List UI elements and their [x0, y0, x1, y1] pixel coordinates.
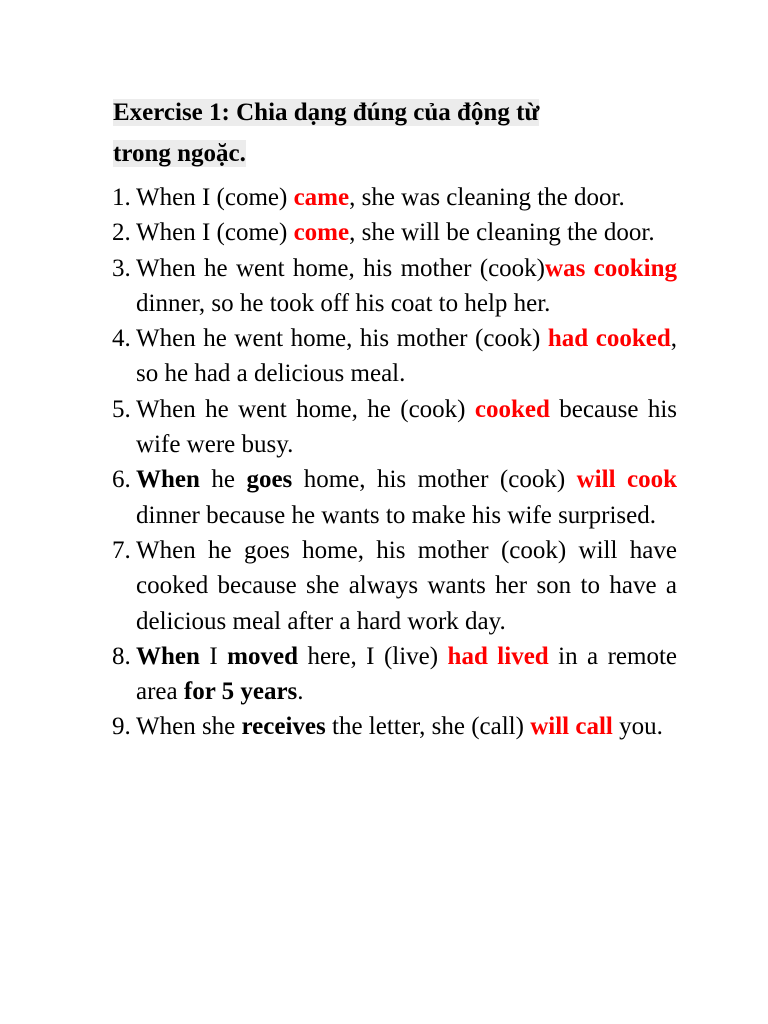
exercise-sentence: [136, 255, 677, 317]
exercise-item: [112, 321, 677, 392]
exercise-item: [112, 462, 677, 533]
exercise-number: 4.: [112, 325, 131, 353]
answer-text: will cook: [576, 466, 677, 494]
answer-text: come: [293, 219, 350, 247]
emphasis-text: When: [136, 466, 200, 494]
emphasis-text: receives: [241, 713, 326, 741]
sentence-text: in a remote area: [136, 642, 678, 706]
exercise-heading: [113, 92, 633, 174]
exercise-sentence: [136, 466, 677, 528]
exercise-sentence: [136, 325, 677, 387]
sentence-text: When he went home, he (cook): [136, 395, 475, 423]
sentence-text: dinner, so he took off his coat to help her.: [136, 289, 551, 317]
sentence-text: because his wife were busy.: [136, 395, 677, 459]
exercise-list: [112, 180, 677, 745]
sentence-text: , she will be cleaning the door.: [349, 219, 655, 247]
answer-text: came: [293, 184, 350, 211]
sentence-text: When I (come): [136, 184, 294, 211]
sentence-text: I: [199, 642, 228, 670]
exercise-number: 7.: [112, 536, 131, 564]
sentence-text: home, his mother (cook): [292, 466, 577, 494]
exercise-heading-line1: Exercise 1: Chia dạng đúng của động từ: [113, 99, 540, 126]
emphasis-text: moved: [227, 642, 298, 670]
emphasis-text: goes: [246, 466, 293, 494]
sentence-text: .: [297, 678, 304, 706]
emphasis-text: for 5 years: [183, 678, 298, 706]
answer-text: had lived: [447, 642, 549, 670]
answer-text: had cooked: [547, 325, 671, 353]
exercise-sentence: [136, 537, 677, 635]
exercise-number: 5.: [112, 395, 131, 423]
exercise-number: 6.: [112, 466, 131, 494]
exercise-number: 8.: [112, 642, 131, 670]
exercise-sentence: [136, 713, 663, 740]
exercise-item: [112, 533, 677, 639]
sentence-text: dinner because he wants to make his wife surprised.: [136, 501, 656, 529]
sentence-text: the letter, she (call): [325, 713, 531, 741]
sentence-text: you.: [612, 713, 663, 741]
answer-text: was cooking: [545, 254, 677, 282]
exercise-number: 3.: [112, 254, 131, 282]
sentence-text: When he went home, his mother (cook): [136, 325, 548, 353]
answer-text: will call: [530, 713, 613, 741]
exercise-item: [112, 180, 677, 215]
exercise-sentence: [136, 643, 677, 705]
exercise-item: [112, 215, 677, 250]
sentence-text: , so he had a delicious meal.: [136, 325, 677, 388]
exercise-number: 9.: [112, 713, 131, 741]
exercise-number: 1.: [112, 184, 131, 211]
exercise-sentence: [136, 184, 625, 211]
answer-text: cooked: [474, 395, 550, 423]
exercise-item: [112, 639, 677, 710]
sentence-text: , she was cleaning the door.: [349, 184, 625, 211]
exercise-number: 2.: [112, 219, 131, 247]
exercise-heading-line2: trong ngoặc.: [113, 140, 246, 167]
exercise-item: [112, 709, 677, 744]
sentence-text: When I (come): [136, 219, 294, 247]
sentence-text: When she: [136, 713, 242, 741]
sentence-text: he: [199, 466, 247, 494]
exercise-item: [112, 392, 677, 463]
exercise-sentence: [136, 219, 655, 246]
emphasis-text: When: [136, 642, 200, 670]
sentence-text: here, I (live): [297, 642, 448, 670]
sentence-text: When he went home, his mother (cook): [136, 254, 546, 282]
exercise-item: [112, 251, 677, 322]
exercise-sentence: [136, 396, 677, 458]
sentence-text: When he goes home, his mother (cook) will have cooked because she always wants her son to have a delicious meal after a hard work day.: [136, 536, 677, 635]
